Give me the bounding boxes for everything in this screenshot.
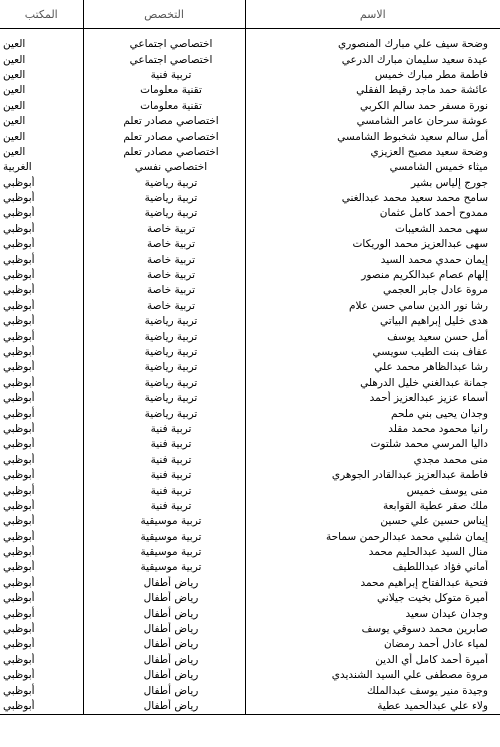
cell-specialty: تربية خاصة: [83, 237, 245, 252]
cell-specialty: تربية موسيقية: [83, 530, 245, 545]
cell-name: سهى محمد الشعيبات: [245, 222, 500, 237]
cell-office: أبوظبي: [3, 469, 35, 482]
cell-office: العين: [3, 53, 26, 66]
cell-specialty: تربية رياضية: [83, 360, 245, 375]
cell-office: العين: [3, 145, 26, 158]
table-row: [0, 314, 500, 329]
table-row: [0, 576, 500, 591]
cell-specialty: تربية رياضية: [83, 329, 245, 344]
cell-name: رشا عبدالظاهر محمد علي: [245, 360, 500, 375]
cell-office: أبوظبي: [3, 623, 35, 636]
cell-office: أبوظبي: [3, 453, 35, 466]
table-row: [0, 606, 500, 621]
table-row: [0, 360, 500, 375]
cell-name: وجدان يحيى بني ملحم: [245, 406, 500, 421]
cell-office: أبوظبي: [3, 192, 35, 205]
cell-name: رشا نور الدين سامي حسن علام: [245, 299, 500, 314]
cell-name: ولاء علي عبدالحميد عطية: [245, 699, 500, 715]
cell-office: أبوظبي: [3, 315, 35, 328]
cell-office: أبوظبي: [3, 269, 35, 282]
cell-specialty: تربية فنية: [83, 499, 245, 514]
table-row: [0, 145, 500, 160]
spacer-cell: [245, 29, 500, 38]
cell-office: أبوظبي: [3, 638, 35, 651]
cell-name: ملك صقر عطية القوابعة: [245, 499, 500, 514]
table-row: [0, 622, 500, 637]
cell-name: منى محمد مجدي: [245, 453, 500, 468]
cell-name: سامح محمد سعيد محمد عبدالغني: [245, 191, 500, 206]
cell-name: إيمان شلبي محمد عبدالرحمن سماحة: [245, 530, 500, 545]
cell-specialty: تربية خاصة: [83, 299, 245, 314]
cell-specialty: تربية رياضية: [83, 206, 245, 221]
cell-name: إيمان حمدي محمد السيد: [245, 252, 500, 267]
table-row: [0, 252, 500, 267]
cell-office: أبوظبي: [3, 576, 35, 589]
cell-name: عائشة حمد ماجد رقيط الفقلي: [245, 83, 500, 98]
table-spacer-row: [0, 29, 500, 38]
cell-office: أبوظبي: [3, 546, 35, 559]
cell-office: أبوظبي: [3, 392, 35, 405]
cell-name: عفاف بنت الطيب سويسي: [245, 345, 500, 360]
table-row: [0, 514, 500, 529]
cell-name: أمل سالم سعيد شخبوط الشامسي: [245, 129, 500, 144]
cell-office: أبوظبي: [3, 253, 35, 266]
cell-specialty: تربية فنية: [83, 453, 245, 468]
cell-name: وجيدة منير يوسف عبدالملك: [245, 683, 500, 698]
cell-office: أبوظبي: [3, 530, 35, 543]
cell-name: رانيا محمود محمد مقلد: [245, 422, 500, 437]
table-row: [0, 637, 500, 652]
cell-specialty: تربية رياضية: [83, 314, 245, 329]
cell-office: أبوظبي: [3, 330, 35, 343]
cell-specialty: تربية خاصة: [83, 222, 245, 237]
cell-name: داليا المرسي محمد شلتوت: [245, 437, 500, 452]
cell-specialty: تربية فنية: [83, 68, 245, 83]
table-row: [0, 668, 500, 683]
table-row: [0, 499, 500, 514]
cell-name: ممدوح أحمد كامل عثمان: [245, 206, 500, 221]
table-row: [0, 406, 500, 421]
cell-specialty: تربية رياضية: [83, 406, 245, 421]
table-row: [0, 222, 500, 237]
table-row: [0, 268, 500, 283]
cell-name: إلهام عصام عبدالكريم منصور: [245, 268, 500, 283]
cell-specialty: تربية موسيقية: [83, 545, 245, 560]
cell-office: أبوظبي: [3, 422, 35, 435]
cell-specialty: اختصاصي مصادر تعلم: [83, 129, 245, 144]
table-row: [0, 114, 500, 129]
cell-office: أبوظبي: [3, 607, 35, 620]
cell-specialty: اختصاصي مصادر تعلم: [83, 145, 245, 160]
cell-office: أبوظبي: [3, 361, 35, 374]
cell-office: أبوظبي: [3, 438, 35, 451]
cell-name: جمانة عبدالغني خليل الدرهلي: [245, 376, 500, 391]
cell-specialty: تربية رياضية: [83, 345, 245, 360]
table-row: [0, 591, 500, 606]
cell-specialty: اختصاصي اجتماعي: [83, 37, 245, 52]
header-specialty: التخصص: [83, 0, 245, 29]
cell-name: وجدان عيدان سعيد: [245, 606, 500, 621]
header-office: المكتب: [0, 0, 83, 29]
cell-name: هدى خليل إبراهيم البياتي: [245, 314, 500, 329]
cell-name: منال السيد عبدالحليم محمد: [245, 545, 500, 560]
table-row: [0, 37, 500, 52]
cell-office: أبوظبي: [3, 346, 35, 358]
cell-name: أمل حسن سعيد يوسف: [245, 329, 500, 344]
cell-name: إيناس حسين علي حسين: [245, 514, 500, 529]
table-row: [0, 68, 500, 83]
cell-name: أماني فؤاد عبداللطيف: [245, 560, 500, 575]
cell-office: أبوظبي: [3, 207, 35, 220]
cell-office: أبوظبي: [3, 499, 35, 512]
cell-specialty: تربية خاصة: [83, 268, 245, 283]
cell-name: نورة مسفر حمد سالم الكربي: [245, 99, 500, 114]
table-row: [0, 299, 500, 314]
table-row: [0, 545, 500, 560]
table-row: [0, 129, 500, 144]
cell-name: عوشة سرحان عامر الشامسي: [245, 114, 500, 129]
cell-specialty: رياض أطفال: [83, 653, 245, 668]
cell-office: أبوظبي: [3, 515, 35, 528]
cell-office: أبوظبي: [3, 284, 35, 297]
cell-office: أبوظبي: [3, 561, 35, 574]
cell-specialty: تقنية معلومات: [83, 83, 245, 98]
table-row: [0, 176, 500, 191]
table-row: [0, 453, 500, 468]
cell-specialty: تربية موسيقية: [83, 560, 245, 575]
cell-office: أبوظبي: [3, 684, 35, 697]
table-row: [0, 237, 500, 252]
table-row: [0, 345, 500, 360]
header-name: الاسم: [245, 0, 500, 29]
cell-name: أميرة أحمد كامل أي الدين: [245, 653, 500, 668]
cell-specialty: تربية رياضية: [83, 376, 245, 391]
cell-name: لمياء عادل أحمد رمضان: [245, 637, 500, 652]
cell-office: العين: [3, 68, 26, 81]
table-row: [0, 160, 500, 175]
cell-name: فاطمة مطر مبارك خميس: [245, 68, 500, 83]
table-row: [0, 191, 500, 206]
table-header-row: [0, 0, 500, 29]
cell-specialty: تربية خاصة: [83, 283, 245, 298]
cell-office: العين: [3, 84, 26, 97]
table-row: [0, 329, 500, 344]
cell-name: وضحة سيف علي مبارك المنصوري: [245, 37, 500, 52]
cell-name: منى يوسف خميس: [245, 483, 500, 498]
cell-name: أسماء عزيز عبدالعزيز أحمد: [245, 391, 500, 406]
cell-office: العين: [3, 99, 26, 112]
cell-office: أبوظبي: [3, 484, 35, 497]
cell-office: أبوظبي: [3, 376, 35, 389]
cell-specialty: تربية رياضية: [83, 176, 245, 191]
table-row: [0, 52, 500, 67]
cell-specialty: رياض أطفال: [83, 622, 245, 637]
table-row: [0, 699, 500, 715]
cell-office: الغربية: [3, 161, 32, 174]
cell-name: أميرة متوكل بخيت جيلاني: [245, 591, 500, 606]
cell-office: أبوظبي: [3, 238, 35, 251]
cell-name: فتحية عبدالفتاح إبراهيم محمد: [245, 576, 500, 591]
table-row: [0, 468, 500, 483]
cell-office: أبوظبي: [3, 176, 35, 189]
cell-office: العين: [3, 115, 26, 128]
cell-specialty: رياض أطفال: [83, 591, 245, 606]
table-row: [0, 422, 500, 437]
cell-specialty: رياض أطفال: [83, 637, 245, 652]
spacer-cell: [83, 29, 245, 38]
spacer-cell: [0, 29, 83, 38]
table-row: [0, 560, 500, 575]
table-row: [0, 283, 500, 298]
cell-specialty: رياض أطفال: [83, 606, 245, 621]
cell-specialty: تربية فنية: [83, 422, 245, 437]
table-row: [0, 99, 500, 114]
cell-specialty: اختصاصي نفسي: [83, 160, 245, 175]
cell-name: فاطمة عبدالعزيز عبدالقادر الجوهري: [245, 468, 500, 483]
cell-specialty: تربية فنية: [83, 468, 245, 483]
cell-office: العين: [3, 130, 26, 143]
cell-specialty: اختصاصي اجتماعي: [83, 52, 245, 67]
cell-name: ميثاء خميس الشامسي: [245, 160, 500, 175]
cell-office: العين: [3, 38, 26, 51]
cell-specialty: تقنية معلومات: [83, 99, 245, 114]
cell-name: جورج إلياس بشير: [245, 176, 500, 191]
cell-specialty: تربية رياضية: [83, 391, 245, 406]
cell-name: وضحة سعيد مصبح العزيزي: [245, 145, 500, 160]
table-row: [0, 530, 500, 545]
cell-specialty: تربية فنية: [83, 483, 245, 498]
cell-name: مروة مصطفى علي السيد الشنديدي: [245, 668, 500, 683]
cell-name: مروة عادل جابر العجمي: [245, 283, 500, 298]
cell-specialty: تربية فنية: [83, 437, 245, 452]
table-row: [0, 83, 500, 98]
cell-name: عيدة سعيد سليمان مبارك الدرعي: [245, 52, 500, 67]
cell-specialty: تربية رياضية: [83, 191, 245, 206]
table-row: [0, 376, 500, 391]
cell-specialty: رياض أطفال: [83, 668, 245, 683]
table-row: [0, 391, 500, 406]
cell-specialty: تربية موسيقية: [83, 514, 245, 529]
table-row: [0, 483, 500, 498]
cell-specialty: اختصاصي مصادر تعلم: [83, 114, 245, 129]
cell-specialty: رياض أطفال: [83, 576, 245, 591]
table-row: [0, 206, 500, 221]
cell-office: أبوظبي: [3, 222, 35, 235]
cell-office: أبوظبي: [3, 299, 35, 312]
cell-specialty: رياض أطفال: [83, 683, 245, 698]
cell-specialty: تربية خاصة: [83, 252, 245, 267]
cell-office: أبوظبي: [3, 669, 35, 682]
table-row: [0, 437, 500, 452]
cell-name: صابرين محمد دسوقي يوسف: [245, 622, 500, 637]
cell-name: سهى عبدالعزيز محمد الوريكات: [245, 237, 500, 252]
cell-office: أبوظبي: [3, 653, 35, 666]
cell-specialty: رياض أطفال: [83, 699, 245, 715]
cell-office: أبوظبي: [3, 592, 35, 605]
table-row: [0, 653, 500, 668]
cell-office: أبوظبي: [3, 407, 35, 420]
cell-office: أبوظبي: [0, 699, 83, 715]
table-body: [0, 29, 500, 715]
table-row: [0, 683, 500, 698]
